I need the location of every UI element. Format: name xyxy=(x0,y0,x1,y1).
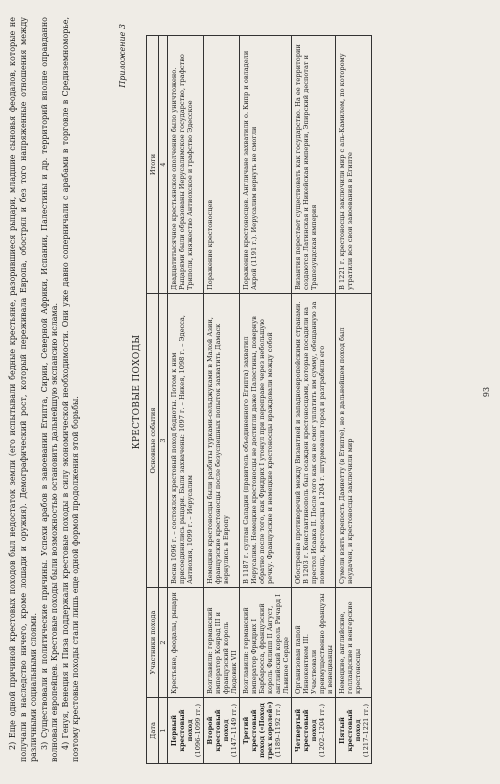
results-cell: Двадцатитысячное крестьянское ополчение было уничтожено. Рыцарями были образованы Иерусалимское государство, графство Триполи, княжество Антиохское и графство Эдесское xyxy=(168,36,204,294)
column-number: 3 xyxy=(159,294,168,588)
crusade-years: (1202–1204 гг.) xyxy=(317,703,326,758)
events-cell: Немецкие крестоносцы были разбиты турками-сельджуками в Малой Азии, французские крестоносцы после безуспешных попыток захватить Дамаск вернулись в Европу xyxy=(204,294,240,588)
intro-paragraph: 4) Генуя, Венеция и Пиза поддержали крестовые походы в силу экономической необходимости. Они уже давно соперничали с арабами в торговле в Средиземноморье, поэтому крестовые походы стали лишь еще одной формой продолжения этой борьбы. xyxy=(60,17,80,762)
crusade-title: Пятый крестовый поход xyxy=(337,709,362,752)
table-row xyxy=(168,36,204,764)
header-date: Дата xyxy=(147,698,159,764)
date-cell xyxy=(240,698,292,764)
events-cell: Весна 1096 г. – состоялся крестовый поход бедноты. Потом к ним присоединились рыцари. Были захвачены: 1097 г. – Никея, 1098 г. – Эдесса, Антиохия, 1099 г. – Иерусалим xyxy=(168,294,204,588)
events-cell: Обострение противоречий между Византией и западноевропейскими странами. В 1203 г. Константинополь был осажден крестоносцами, которые посадили на престол Исаака II. После того как он не смог уплатить им сумму, обещанную за помощь, крестоносцы в 1204 г. штурмовали город и разграбили его xyxy=(292,294,336,588)
participants-cell: Крестьяне, феодалы, рыцари xyxy=(168,588,204,698)
results-cell: Византия перестает существовать как государство. На ее территории создаются Латинская и Никейская империи, Эпирский деспотат и Трапезундская империя xyxy=(292,36,336,294)
results-cell: В 1221 г. крестоносцы заключили мир с аль-Камилем, по которому утратили все свои завоевания в Египте xyxy=(336,36,372,294)
events-cell: В 1187 г. султан Саладин (правитель объединенного Египта) захватил Иерусалим. Немецкие крестоносцы не достигли даже Палестины, повернув обратно после того, как Фридрих I утонул при переправе через небольшую речку. Французские и немецкие крестоносцы враждовали между собой xyxy=(240,294,292,588)
table-title: КРЕСТОВЫЕ ПОХОДЫ xyxy=(132,334,142,450)
header-row xyxy=(147,36,159,764)
intro-paragraph: 3) Существовали и политические причины. Успехи арабов в завоевании Египта, Сирии, Северной Африки, Испании, Палестины и др. территорий вполне оправданно волновали европейцев. Крестовые походы были возможностью остановить дальнейшую экспансию ислама. xyxy=(39,17,59,762)
date-cell xyxy=(204,698,240,764)
participants-cell: Возглавили: германский император Конрад III и французский король Людовик VII xyxy=(204,588,240,698)
column-number: 2 xyxy=(159,588,168,698)
table-row xyxy=(292,36,336,764)
page-number: 93 xyxy=(482,386,491,398)
crusade-title: Второй крестовый поход xyxy=(205,709,230,752)
results-cell: Поражение крестоносцев. Англичане захватили о. Кипр и овладели Акрой (1191 г.). Иерусалим вернуть не смогли xyxy=(240,36,292,294)
header-results: Итоги xyxy=(147,36,159,294)
crusade-years: (1147–1149 гг.) xyxy=(229,703,238,758)
results-cell: Поражение крестоносцев xyxy=(204,36,240,294)
participants-cell: Возглавили: германский император Фридрих I Барбаросса, французский король Филипп II Август, английский король Ричард I Львиное Сердце xyxy=(240,588,292,698)
date-cell xyxy=(168,698,204,764)
crusade-years: (1096–1099 гг.) xyxy=(193,703,202,758)
intro-paragraph: 2) Еще одной причиной крестовых походов был недостаток земли (его испытывали бедные крестьяне, разорившиеся рыцари, младшие сыновья феодалов, которые не получали в наследство ничего, кроме лошади и оружия). Демографический рост, который переживала Европа, обострял и без того напряженные отношения между различными социальными слоями. xyxy=(8,17,38,762)
appendix-label: Приложение 3 xyxy=(118,24,127,88)
column-number-row xyxy=(159,36,168,764)
column-number: 1 xyxy=(159,698,168,764)
header-participants: Участники похода xyxy=(147,588,159,698)
table-row xyxy=(240,36,292,764)
crusades-table xyxy=(146,35,372,764)
table-row xyxy=(204,36,240,764)
crusade-title: Первый крестовый поход xyxy=(169,709,194,752)
date-cell xyxy=(292,698,336,764)
events-cell: Сумели взять крепость Дамиетту (в Египте), но в дальнейшем поход был неудачен, и крестоносцы заключили мир xyxy=(336,294,372,588)
date-cell xyxy=(336,698,372,764)
crusade-years: (1217–1221 гг.) xyxy=(361,703,370,758)
participants-cell: Немецкие, английские, голландские и венгерские крестоносцы xyxy=(336,588,372,698)
participants-cell: Организован папой Иннокентием III. Участвовали преимущественно французы и венецианцы xyxy=(292,588,336,698)
header-events: Основные события xyxy=(147,294,159,588)
crusade-title: Третий крестовый поход («Поход трех королей») xyxy=(241,701,274,760)
crusade-years: (1189–1192 гг.) xyxy=(273,703,282,758)
intro-text xyxy=(8,17,82,762)
crusade-title: Четвертый крестовый поход xyxy=(293,708,318,753)
table-row xyxy=(336,36,372,764)
column-number: 4 xyxy=(159,36,168,294)
